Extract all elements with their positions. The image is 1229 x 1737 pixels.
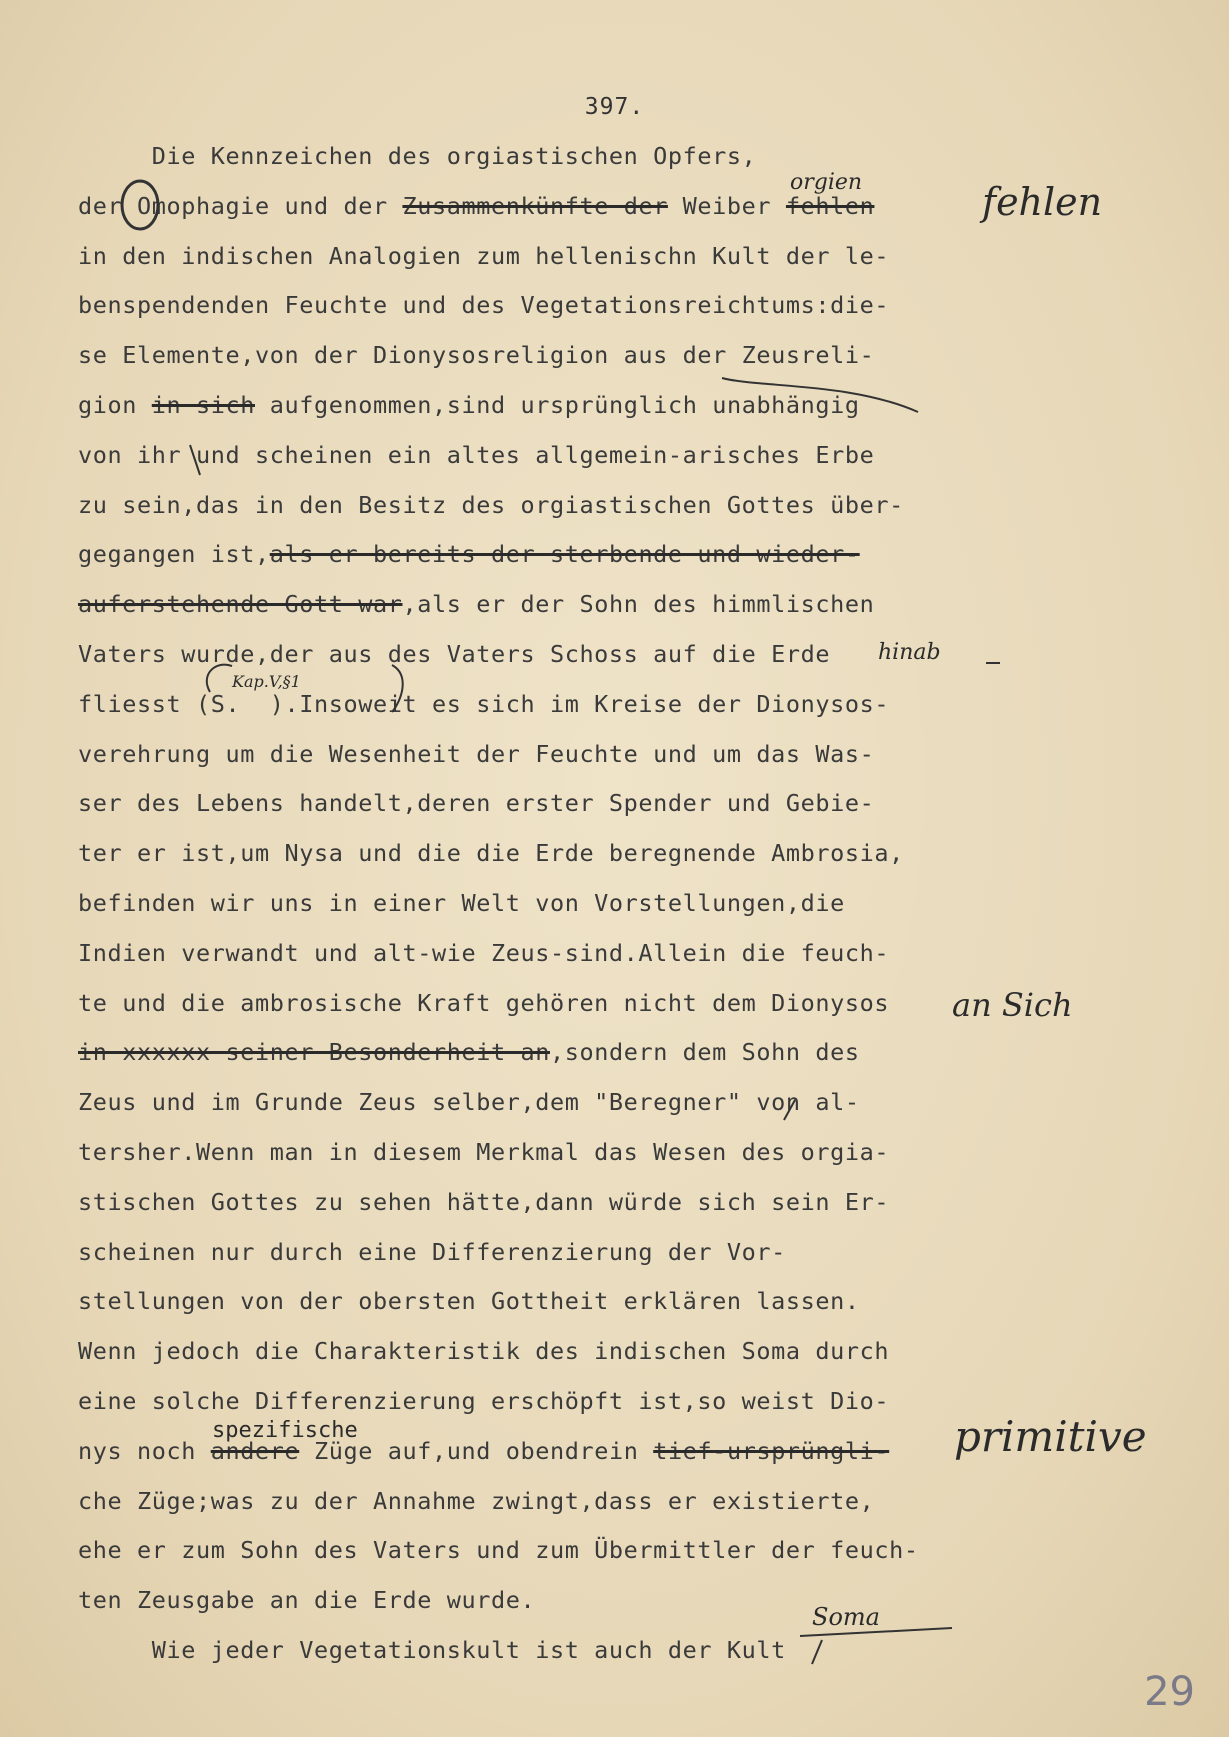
- text-segment: Zeus und im Grunde Zeus selber,dem "Beregner" von al-: [78, 1088, 860, 1116]
- text-segment: Die Kennzeichen des orgiastischen Opfers,: [78, 142, 757, 170]
- bracket-mark: [392, 665, 403, 712]
- text-segment: nys noch: [78, 1437, 211, 1465]
- text-segment: ,als er der Sohn des himmlischen: [402, 590, 875, 618]
- text-segment: von ihr und scheinen ein altes allgemein-arisches Erbe: [78, 441, 875, 469]
- text-segment: ser des Lebens handelt,deren erster Spender und Gebie-: [78, 789, 875, 817]
- text-segment: ,sondern dem Sohn des: [549, 1038, 860, 1066]
- text-segment: befinden wir uns in einer Welt von Vorstellungen,die: [78, 889, 845, 917]
- text-segment: verehrung um die Wesenheit der Feuchte und um das Was-: [78, 740, 875, 768]
- annotation-hinab: hinab: [878, 640, 941, 665]
- text-segment: scheinen nur durch eine Differenzierung der Vor-: [78, 1238, 786, 1266]
- text-segment: gion: [78, 391, 152, 419]
- text-segment: eine solche Differenzierung erschöpft ist,so weist Dio-: [78, 1387, 890, 1415]
- struck-text: fehlen: [785, 192, 875, 220]
- struck-text: andere: [210, 1437, 300, 1465]
- text-segment: che Züge;was zu der Annahme zwingt,dass er existierte,: [78, 1487, 875, 1515]
- annotation-kapitel: Kap.V,§1: [232, 672, 301, 691]
- insert-arc-mark: [722, 378, 918, 412]
- struck-text: in xxxxxx seiner Besonderheit an: [78, 1038, 550, 1066]
- text-segment: stellungen von der obersten Gottheit erklären lassen.: [78, 1287, 860, 1315]
- text-segment: tersher.Wenn man in diesem Merkmal das Wesen des orgia-: [78, 1138, 890, 1166]
- circled-letter-mark: [122, 181, 158, 229]
- text-segment: Indien verwandt und alt-wie Zeus-sind.Allein die feuch-: [78, 939, 890, 967]
- text-segment: se Elemente,von der Dionysosreligion aus der Zeusreli-: [78, 341, 875, 369]
- text-segment: aufgenommen,sind ursprünglich unabhängig: [255, 391, 860, 419]
- annotation-an-sich: an Sich: [952, 986, 1073, 1024]
- insert-stroke-mark: [812, 1640, 822, 1664]
- annotation-soma: Soma: [812, 1603, 880, 1631]
- annotation-orgien: orgien: [790, 170, 863, 195]
- text-segment: te und die ambrosische Kraft gehören nicht dem Dionysos: [78, 989, 890, 1017]
- annotation-primitive: primitive: [954, 1412, 1147, 1461]
- struck-text: in sich: [151, 391, 255, 419]
- annotation-fehlen-margin: fehlen: [982, 180, 1103, 224]
- check-mark: [784, 1100, 795, 1120]
- text-segment: stischen Gottes zu sehen hätte,dann würde sich sein Er-: [78, 1188, 890, 1216]
- text-segment: Züge auf,und obendrein: [299, 1437, 654, 1465]
- text-segment: ehe er zum Sohn des Vaters und zum Übermittler der feuch-: [78, 1536, 919, 1564]
- text-segment: Vaters wurde,der aus des Vaters Schoss auf die Erde: [78, 640, 831, 668]
- struck-text: tief-ursprüngli-: [653, 1437, 890, 1465]
- page-number: 397.: [584, 94, 645, 120]
- text-segment: Weiber: [667, 192, 786, 220]
- struck-text: als er bereits der sterbende und wieder-: [269, 540, 860, 568]
- text-segment: Wenn jedoch die Charakteristik des indischen Soma durch: [78, 1337, 890, 1365]
- corner-number: 29: [1144, 1669, 1195, 1715]
- text-segment: ter er ist,um Nysa und die die Erde beregnende Ambrosia,: [78, 839, 904, 867]
- annotation-spezifische: spezifische: [212, 1418, 358, 1443]
- struck-text: auferstehende Gott war: [78, 590, 403, 618]
- text-segment: fliesst (S. ).Insoweit es sich im Kreise der Dionysos-: [78, 690, 890, 718]
- text-segment: in den indischen Analogien zum hellenischn Kult der le-: [78, 242, 890, 270]
- underline-mark: [800, 1628, 952, 1636]
- text-segment: benspendenden Feuchte und des Vegetationsreichtums:die-: [78, 291, 890, 319]
- text-segment: zu sein,das in den Besitz des orgiastischen Gottes über-: [78, 491, 904, 519]
- struck-text: Zusammenkünfte der: [402, 192, 668, 220]
- text-segment: Wie jeder Vegetationskult ist auch der Kult: [78, 1636, 786, 1664]
- text-segment: gegangen ist,: [78, 540, 270, 568]
- bracket-mark: [207, 665, 232, 692]
- text-segment: der: [78, 192, 137, 220]
- text-segment: und der: [269, 192, 403, 220]
- text-segment: Omophagie: [137, 192, 270, 220]
- insert-stroke-mark: [190, 445, 200, 475]
- text-segment: ten Zeusgabe an die Erde wurde.: [78, 1586, 536, 1614]
